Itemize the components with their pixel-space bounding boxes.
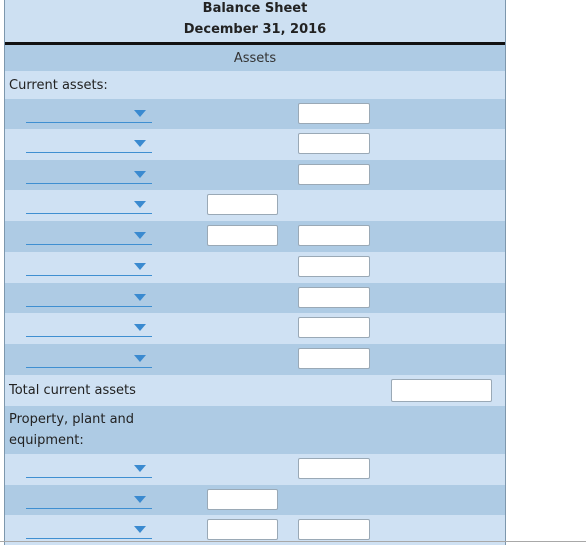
sheet-date: December 31, 2016 bbox=[183, 22, 327, 37]
account-dropdown[interactable] bbox=[26, 228, 152, 245]
account-dropdown[interactable] bbox=[26, 197, 152, 214]
page-bottom-rule bbox=[0, 541, 586, 542]
account-dropdown[interactable] bbox=[26, 461, 152, 478]
balance-sheet-form bbox=[4, 0, 506, 545]
current-assets-label: Current assets: bbox=[9, 78, 108, 93]
account-dropdown[interactable] bbox=[26, 136, 152, 153]
current-asset-row-9 bbox=[5, 344, 505, 375]
chevron-down-icon bbox=[134, 110, 146, 117]
sheet-title: Balance Sheet bbox=[202, 1, 308, 16]
amount-input-col2[interactable] bbox=[298, 519, 370, 540]
current-asset-row-1 bbox=[5, 99, 505, 129]
current-asset-row-7 bbox=[5, 283, 505, 313]
chevron-down-icon bbox=[134, 526, 146, 533]
amount-input-col1[interactable] bbox=[207, 225, 278, 246]
amount-input-col2[interactable] bbox=[298, 103, 370, 124]
amount-input-col2[interactable] bbox=[298, 256, 370, 277]
amount-input-col1[interactable] bbox=[207, 194, 278, 215]
amount-input-col2[interactable] bbox=[298, 225, 370, 246]
sheet-header bbox=[5, 0, 505, 42]
current-assets-label-row bbox=[5, 71, 505, 99]
chevron-down-icon bbox=[134, 324, 146, 331]
ppe-row-1 bbox=[5, 454, 505, 485]
chevron-down-icon bbox=[134, 171, 146, 178]
amount-input-col2[interactable] bbox=[298, 458, 370, 479]
total-current-assets-input[interactable] bbox=[391, 379, 492, 402]
chevron-down-icon bbox=[134, 263, 146, 270]
chevron-down-icon bbox=[134, 496, 146, 503]
total-current-assets-label: Total current assets bbox=[9, 383, 136, 398]
account-dropdown[interactable] bbox=[26, 351, 152, 368]
account-dropdown[interactable] bbox=[26, 522, 152, 539]
amount-input-col1[interactable] bbox=[207, 489, 278, 510]
current-asset-row-5 bbox=[5, 221, 505, 252]
chevron-down-icon bbox=[134, 355, 146, 362]
amount-input-col2[interactable] bbox=[298, 287, 370, 308]
current-asset-row-2 bbox=[5, 129, 505, 160]
chevron-down-icon bbox=[134, 232, 146, 239]
account-dropdown[interactable] bbox=[26, 106, 152, 123]
chevron-down-icon bbox=[134, 140, 146, 147]
assets-heading: Assets bbox=[233, 51, 277, 66]
amount-input-col2[interactable] bbox=[298, 348, 370, 369]
amount-input-col2[interactable] bbox=[298, 164, 370, 185]
current-asset-row-3 bbox=[5, 160, 505, 190]
account-dropdown[interactable] bbox=[26, 259, 152, 276]
ppe-label: Property, plant and equipment: bbox=[9, 412, 135, 448]
current-asset-row-4 bbox=[5, 190, 505, 221]
amount-input-col2[interactable] bbox=[298, 317, 370, 338]
account-dropdown[interactable] bbox=[26, 320, 152, 337]
assets-heading-row bbox=[5, 45, 505, 71]
chevron-down-icon bbox=[134, 294, 146, 301]
amount-input-col2[interactable] bbox=[298, 133, 370, 154]
amount-input-col1[interactable] bbox=[207, 519, 278, 540]
chevron-down-icon bbox=[134, 465, 146, 472]
current-asset-row-8 bbox=[5, 313, 505, 344]
current-asset-row-6 bbox=[5, 252, 505, 283]
chevron-down-icon bbox=[134, 201, 146, 208]
account-dropdown[interactable] bbox=[26, 290, 152, 307]
account-dropdown[interactable] bbox=[26, 167, 152, 184]
ppe-label-row bbox=[5, 406, 505, 454]
account-dropdown[interactable] bbox=[26, 492, 152, 509]
total-current-assets-row bbox=[5, 375, 505, 406]
ppe-row-2 bbox=[5, 485, 505, 515]
